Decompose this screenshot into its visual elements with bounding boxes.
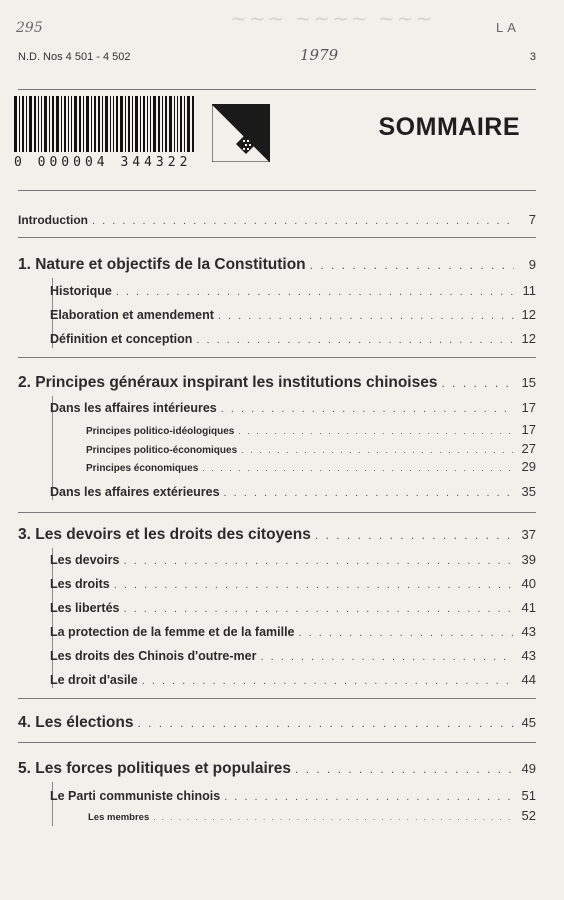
- barcode-bar: [180, 96, 182, 152]
- toc-entry-page: 9: [528, 257, 536, 272]
- barcode-bar: [192, 96, 194, 152]
- section-rule: [18, 742, 536, 743]
- toc-chapter-5[interactable]: [18, 760, 536, 778]
- toc-entry-label: Les devoirs: [50, 553, 120, 567]
- section-rule: [18, 357, 536, 358]
- toc-entry-page: 39: [521, 552, 536, 567]
- toc-entry-label: Les membres: [88, 812, 150, 823]
- handwritten-note-left: 295: [16, 20, 43, 36]
- barcode-bar: [91, 96, 92, 152]
- toc-entry-page: 29: [521, 459, 536, 474]
- toc-entry-page: 17: [521, 422, 536, 437]
- toc-chapter-1[interactable]: [18, 256, 536, 274]
- leader-dots: [260, 651, 514, 663]
- toc-entry-libertes[interactable]: [18, 600, 536, 615]
- toc-entry-politico-economiques[interactable]: [18, 441, 536, 456]
- barcode-bar: [132, 96, 133, 152]
- toc-entry-label: Le Parti communiste chinois: [50, 789, 221, 803]
- toc-entry-label: Définition et conception: [50, 332, 193, 346]
- barcode-bar: [83, 96, 84, 152]
- leader-dots: [295, 762, 514, 776]
- toc-entry-chinois-outre-mer[interactable]: [18, 648, 536, 663]
- barcode-bar: [61, 96, 62, 152]
- barcode-bar: [86, 96, 89, 152]
- barcode-bar: [177, 96, 178, 152]
- page-number: 3: [529, 51, 536, 63]
- barcode-bar: [165, 96, 167, 152]
- barcode-bar: [169, 96, 172, 152]
- barcode-bar: [110, 96, 111, 152]
- section-bracket: [52, 548, 53, 688]
- section-rule: [18, 698, 536, 699]
- barcode-bar: [158, 96, 160, 152]
- barcode-bar: [94, 96, 96, 152]
- leader-dots: [196, 334, 514, 346]
- toc-entry-page: 11: [522, 283, 536, 298]
- barcode-bars: [14, 96, 219, 152]
- toc-entry-page: 37: [521, 527, 536, 542]
- barcode-bar: [162, 96, 163, 152]
- leader-dots: [202, 463, 514, 473]
- leader-dots: [137, 716, 514, 730]
- barcode-bar: [113, 96, 114, 152]
- toc-chapter-2[interactable]: [18, 374, 536, 392]
- toc-entry-parti-communiste[interactable]: [18, 788, 536, 803]
- toc-entry-label: Dans les affaires extérieures: [50, 485, 220, 499]
- toc-entry-label: Principes économiques: [86, 463, 199, 474]
- barcode-bar: [105, 96, 108, 152]
- barcode-bar: [116, 96, 118, 152]
- publisher-logo-icon: [212, 104, 270, 162]
- leader-dots: [116, 286, 514, 298]
- toc-entry-label: 2. Principes généraux inspirant les institutions chinoises: [18, 374, 438, 391]
- barcode-bar: [135, 96, 138, 152]
- toc-entry-label: Les droits: [50, 577, 110, 591]
- toc-entry-page: 7: [528, 212, 536, 227]
- toc-entry-droit-asile[interactable]: [18, 672, 536, 687]
- toc-entry-label: Les libertés: [50, 601, 120, 615]
- toc-entry-page: 52: [521, 808, 536, 823]
- toc-entry-label: 1. Nature et objectifs de la Constitution: [18, 256, 306, 273]
- barcode-bar: [187, 96, 190, 152]
- toc-entry-page: 49: [521, 761, 536, 776]
- toc-entry-page: 44: [521, 672, 536, 687]
- toc-entry-page: 27: [521, 441, 536, 456]
- leader-dots: [153, 813, 514, 822]
- barcode-bar: [143, 96, 145, 152]
- barcode-bar: [74, 96, 77, 152]
- barcode-bar: [147, 96, 148, 152]
- toc-entry-economiques[interactable]: [18, 459, 536, 474]
- barcode-bar: [56, 96, 59, 152]
- toc-entry-label: Introduction: [18, 213, 88, 227]
- barcode-bar: [98, 96, 100, 152]
- toc-entry-label: Historique: [50, 284, 112, 298]
- leader-dots: [114, 579, 514, 591]
- toc-entry-label: La protection de la femme et de la famille: [50, 625, 295, 639]
- barcode-bar: [19, 96, 20, 152]
- handwritten-note-right: LA: [496, 20, 520, 35]
- toc-entry-page: 40: [521, 576, 536, 591]
- title-rule: [18, 190, 536, 191]
- toc-entry-label: Les droits des Chinois d'outre-mer: [50, 649, 257, 663]
- handwritten-year: 1979: [300, 46, 339, 64]
- barcode-bar: [29, 96, 32, 152]
- leader-dots: [224, 487, 514, 499]
- barcode-bar: [140, 96, 141, 152]
- section-rule: [18, 237, 536, 238]
- toc-entry-definition[interactable]: [18, 331, 536, 346]
- barcode-bar: [150, 96, 151, 152]
- document-id: N.D. Nos 4 501 - 4 502: [18, 51, 131, 63]
- barcode-bar: [34, 96, 36, 152]
- toc-entry-page: 51: [521, 788, 536, 803]
- leader-dots: [310, 258, 514, 272]
- toc-entry-label: 5. Les forces politiques et populaires: [18, 760, 292, 777]
- leader-dots: [315, 528, 514, 542]
- barcode-bar: [26, 96, 27, 152]
- leader-dots: [92, 215, 514, 227]
- leader-dots: [123, 555, 514, 567]
- barcode-bar: [68, 96, 69, 152]
- toc-entry-devoirs[interactable]: [18, 552, 536, 567]
- toc-entry-label: 4. Les élections: [18, 714, 134, 731]
- barcode-bar: [128, 96, 130, 152]
- section-rule: [18, 512, 536, 513]
- bleed-through-text: ~~~ ~~~~ ~~~: [230, 6, 435, 30]
- toc-entry-page: 43: [521, 624, 536, 639]
- barcode-bar: [49, 96, 50, 152]
- toc-entry-page: 41: [521, 600, 536, 615]
- toc-entry-droits[interactable]: [18, 576, 536, 591]
- toc-entry-affaires-exterieures[interactable]: [18, 484, 536, 499]
- toc-entry-protection-femme[interactable]: [18, 624, 536, 639]
- header-rule: [18, 89, 536, 90]
- barcode-bar: [41, 96, 42, 152]
- barcode-bar: [174, 96, 175, 152]
- toc-chapter-4[interactable]: [18, 714, 536, 732]
- barcode-bar: [71, 96, 72, 152]
- barcode-bar: [79, 96, 81, 152]
- barcode-bar: [44, 96, 47, 152]
- toc-entry-page: 17: [521, 400, 536, 415]
- barcode-bar: [52, 96, 54, 152]
- toc-entry-label: Dans les affaires intérieures: [50, 401, 217, 415]
- toc-entry-introduction[interactable]: [18, 212, 536, 227]
- toc-entry-label: Principes politico-économiques: [86, 445, 238, 456]
- toc-entry-politico-ideologiques[interactable]: [18, 422, 536, 437]
- leader-dots: [142, 675, 514, 687]
- page-title: SOMMAIRE: [378, 113, 520, 141]
- barcode-bar: [120, 96, 123, 152]
- toc-entry-label: Le droit d'asile: [50, 673, 138, 687]
- toc-entry-membres[interactable]: [18, 808, 536, 823]
- toc-entry-page: 15: [521, 375, 536, 390]
- toc-entry-label: Principes politico-idéologiques: [86, 426, 235, 437]
- leader-dots: [441, 376, 514, 390]
- leader-dots: [238, 426, 514, 436]
- barcode-bar: [184, 96, 185, 152]
- barcode-bar: [22, 96, 24, 152]
- barcode-bar: [38, 96, 39, 152]
- leader-dots: [241, 445, 514, 455]
- leader-dots: [123, 603, 514, 615]
- barcode-digits: 0 000004 344322: [14, 155, 192, 170]
- toc-entry-label: 3. Les devoirs et les droits des citoyens: [18, 526, 311, 543]
- toc-entry-page: 12: [521, 307, 536, 322]
- barcode-bar: [64, 96, 66, 152]
- toc-entry-page: 35: [521, 484, 536, 499]
- toc-entry-page: 45: [521, 715, 536, 730]
- leader-dots: [221, 403, 514, 415]
- barcode-bar: [14, 96, 17, 152]
- toc-entry-historique[interactable]: [18, 283, 536, 298]
- toc-chapter-3[interactable]: [18, 526, 536, 544]
- leader-dots: [299, 627, 514, 639]
- toc-entry-label: Elaboration et amendement: [50, 308, 214, 322]
- barcode-bar: [125, 96, 126, 152]
- toc-entry-page: 43: [521, 648, 536, 663]
- barcode-bar: [153, 96, 156, 152]
- toc-entry-elaboration[interactable]: [18, 307, 536, 322]
- leader-dots: [218, 310, 514, 322]
- toc-entry-affaires-interieures[interactable]: [18, 400, 536, 415]
- barcode: [14, 96, 219, 176]
- toc-entry-page: 12: [521, 331, 536, 346]
- leader-dots: [224, 791, 514, 803]
- barcode-bar: [102, 96, 103, 152]
